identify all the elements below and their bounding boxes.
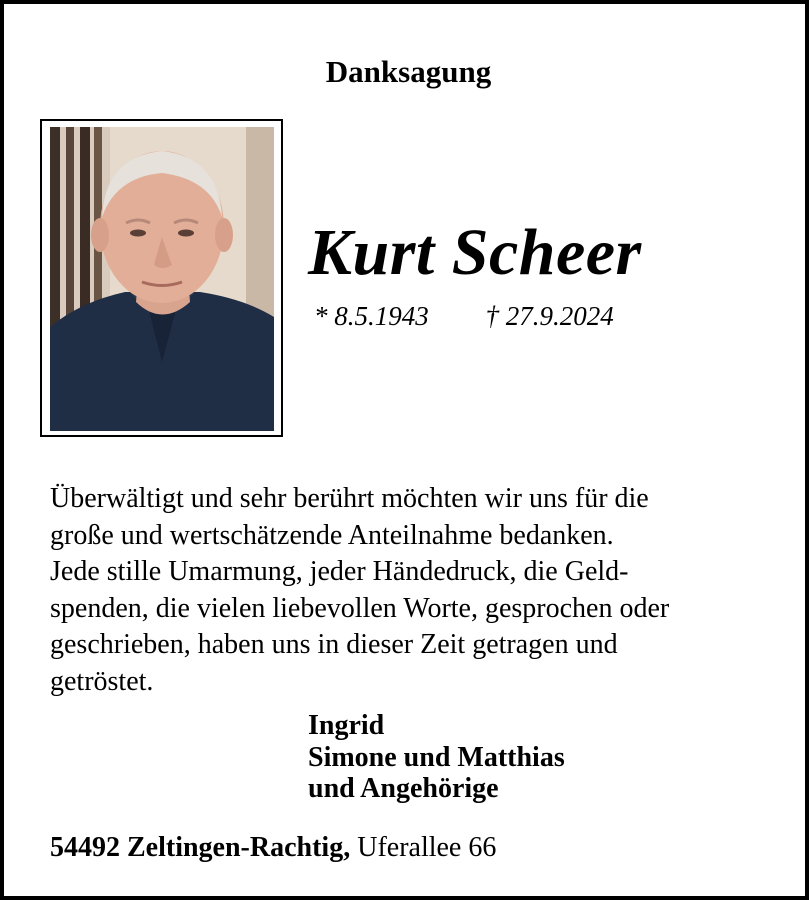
signer-name: Ingrid <box>308 710 385 741</box>
signers <box>308 710 565 805</box>
notice-heading: Danksagung <box>325 54 492 89</box>
message-line: getröstet. <box>50 665 154 697</box>
portrait-photo <box>50 127 274 431</box>
message-line: spenden, die vielen liebevollen Worte, gesprochen oder <box>50 592 670 624</box>
death-date: † 27.9.2024 <box>485 301 614 331</box>
address-city: 54492 Zeltingen-Rachtig, <box>50 832 351 863</box>
address-street: Uferallee 66 <box>357 832 497 863</box>
life-dates <box>314 300 614 332</box>
address <box>50 830 496 866</box>
birth-date: * 8.5.1943 <box>314 301 429 331</box>
message-line: Jede stille Umarmung, jeder Händedruck, die Geld- <box>50 556 629 587</box>
signer-name: Simone und Matthias <box>308 741 565 773</box>
signer-name: und Angehörige <box>308 773 499 804</box>
portrait-frame <box>40 119 283 437</box>
message-line: Überwältigt und sehr berührt möchten wir uns für die <box>50 483 649 514</box>
message-line: große und wertschätzende Anteilnahme bedanken. <box>50 519 614 551</box>
message-line: geschrieben, haben uns in dieser Zeit getragen und <box>50 629 618 660</box>
thank-you-message <box>50 481 780 700</box>
deceased-name: Kurt Scheer <box>308 216 642 289</box>
